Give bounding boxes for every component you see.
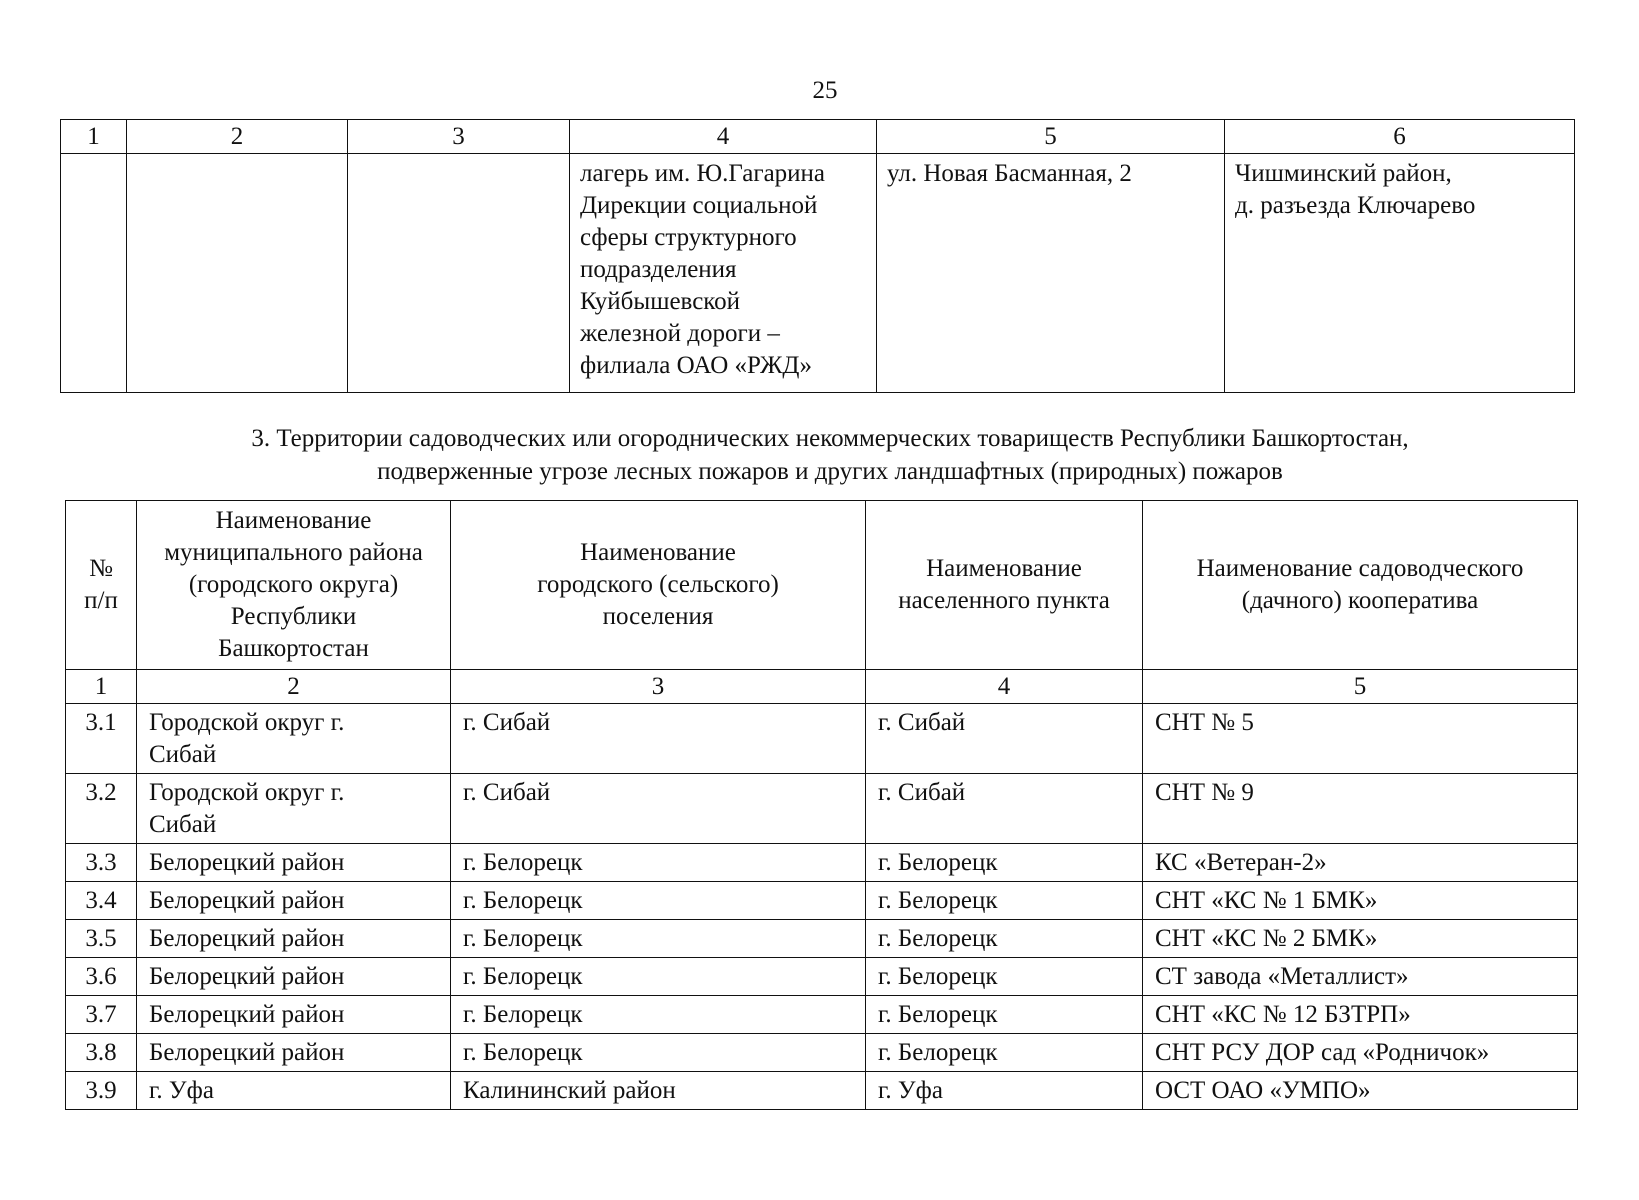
cell-district: Белорецкий район bbox=[137, 882, 451, 920]
cell-cooperative: СНТ «КС № 1 БМК» bbox=[1143, 882, 1578, 920]
cell-settlement: г. Белорецк bbox=[451, 882, 866, 920]
page-number: 25 bbox=[812, 77, 838, 104]
table-row bbox=[66, 996, 1578, 1034]
cell-settlement: г. Белорецк bbox=[451, 920, 866, 958]
header-settlement bbox=[451, 501, 866, 670]
cell-district: Белорецкий район bbox=[137, 844, 451, 882]
column-number: 2 bbox=[127, 120, 348, 154]
cell-locality: г. Сибай bbox=[866, 704, 1143, 774]
cell-cooperative: СНТ № 9 bbox=[1143, 774, 1578, 844]
table-row bbox=[66, 1034, 1578, 1072]
column-number: 2 bbox=[137, 670, 451, 704]
cooperatives-table bbox=[65, 500, 1578, 1110]
table-row bbox=[66, 774, 1578, 844]
text-line: подразделения bbox=[580, 256, 737, 283]
header-line: муниципального района bbox=[164, 539, 423, 566]
text-line: Сибай bbox=[149, 811, 217, 838]
cell-locality: г. Уфа bbox=[866, 1072, 1143, 1110]
cell-cooperative: СНТ «КС № 2 БМК» bbox=[1143, 920, 1578, 958]
cell-district bbox=[137, 774, 451, 844]
row-number: 3.7 bbox=[66, 996, 137, 1034]
cell-cooperative: СНТ № 5 bbox=[1143, 704, 1578, 774]
cell-settlement: Калининский район bbox=[451, 1072, 866, 1110]
row-number: 3.8 bbox=[66, 1034, 137, 1072]
column-number: 3 bbox=[348, 120, 570, 154]
cell-address: ул. Новая Басманная, 2 bbox=[877, 154, 1225, 393]
text-line: Городской округ г. bbox=[149, 709, 345, 736]
cell-district: Белорецкий район bbox=[137, 996, 451, 1034]
table-row bbox=[61, 154, 1575, 393]
cell-empty bbox=[127, 154, 348, 393]
cell-settlement: г. Белорецк bbox=[451, 1034, 866, 1072]
row-number: 3.2 bbox=[66, 774, 137, 844]
header-district bbox=[137, 501, 451, 670]
text-line: д. разъезда Ключарево bbox=[1235, 192, 1476, 219]
text-line: сферы структурного bbox=[580, 224, 797, 251]
cell-settlement: г. Белорецк bbox=[451, 958, 866, 996]
header-line: Башкортостан bbox=[218, 635, 369, 662]
text-line: Дирекции социальной bbox=[580, 192, 818, 219]
table-row bbox=[66, 958, 1578, 996]
row-number: 3.5 bbox=[66, 920, 137, 958]
table-row bbox=[66, 704, 1578, 774]
text-line: лагерь им. Ю.Гагарина bbox=[580, 160, 826, 187]
column-number: 4 bbox=[570, 120, 877, 154]
header-line: населенного пункта bbox=[898, 587, 1110, 614]
header-line: (городского округа) bbox=[188, 571, 399, 598]
cell-cooperative: СНТ РСУ ДОР сад «Родничок» bbox=[1143, 1034, 1578, 1072]
cell-settlement: г. Белорецк bbox=[451, 844, 866, 882]
text-line: железной дороги – bbox=[580, 320, 780, 347]
cell-locality: г. Белорецк bbox=[866, 996, 1143, 1034]
column-number: 4 bbox=[866, 670, 1143, 704]
header-line: Наименование bbox=[580, 539, 736, 566]
continuation-table bbox=[60, 119, 1575, 393]
header-line: (дачного) кооператива bbox=[1241, 587, 1479, 614]
cell-settlement: г. Белорецк bbox=[451, 996, 866, 1034]
header-line: Наименование bbox=[926, 555, 1082, 582]
row-number: 3.1 bbox=[66, 704, 137, 774]
row-number: 3.6 bbox=[66, 958, 137, 996]
header-line: Республики bbox=[230, 603, 357, 630]
header-line: Наименование садоводческого bbox=[1196, 555, 1524, 582]
column-number: 1 bbox=[66, 670, 137, 704]
header-number bbox=[66, 501, 137, 670]
cell-cooperative: СНТ «КС № 12 БЗТРП» bbox=[1143, 996, 1578, 1034]
text-line: Чишминский район, bbox=[1235, 160, 1452, 187]
header-line: № bbox=[89, 555, 113, 582]
cell-locality: г. Белорецк bbox=[866, 844, 1143, 882]
cell-locality: г. Белорецк bbox=[866, 920, 1143, 958]
cell-cooperative: ОСТ ОАО «УМПО» bbox=[1143, 1072, 1578, 1110]
cell-location bbox=[1225, 154, 1575, 393]
table-row bbox=[66, 844, 1578, 882]
header-line: Наименование bbox=[215, 507, 372, 534]
column-number: 5 bbox=[877, 120, 1225, 154]
text-line: филиала ОАО «РЖД» bbox=[580, 352, 812, 379]
column-number: 6 bbox=[1225, 120, 1575, 154]
cell-locality: г. Белорецк bbox=[866, 1034, 1143, 1072]
cell-district: Белорецкий район bbox=[137, 958, 451, 996]
column-number: 5 bbox=[1143, 670, 1578, 704]
column-number-row bbox=[66, 670, 1578, 704]
header-cooperative bbox=[1143, 501, 1578, 670]
cell-district: Белорецкий район bbox=[137, 1034, 451, 1072]
section-title bbox=[70, 423, 1590, 488]
cell-cooperative: СТ завода «Металлист» bbox=[1143, 958, 1578, 996]
cell-locality: г. Белорецк bbox=[866, 882, 1143, 920]
column-number: 1 bbox=[61, 120, 127, 154]
header-locality bbox=[866, 501, 1143, 670]
cell-cooperative: КС «Ветеран-2» bbox=[1143, 844, 1578, 882]
cell-district bbox=[137, 704, 451, 774]
column-number: 3 bbox=[451, 670, 866, 704]
text-line: Сибай bbox=[149, 741, 217, 768]
cell-empty bbox=[348, 154, 570, 393]
header-line: поселения bbox=[602, 603, 714, 630]
row-number: 3.9 bbox=[66, 1072, 137, 1110]
cell-locality: г. Сибай bbox=[866, 774, 1143, 844]
column-number-row bbox=[61, 120, 1575, 154]
section-title-line: 3. Территории садоводческих или огороднических некоммерческих товариществ Республики Башкортостан, bbox=[251, 425, 1409, 452]
text-line: Городской округ г. bbox=[149, 779, 345, 806]
cell-district: Белорецкий район bbox=[137, 920, 451, 958]
cell-locality: г. Белорецк bbox=[866, 958, 1143, 996]
cell-organization bbox=[570, 154, 877, 393]
cell-settlement: г. Сибай bbox=[451, 704, 866, 774]
header-row bbox=[66, 501, 1578, 670]
section-title-line: подверженные угрозе лесных пожаров и других ландшафтных (природных) пожаров bbox=[377, 457, 1283, 485]
cell-settlement: г. Сибай bbox=[451, 774, 866, 844]
row-number: 3.4 bbox=[66, 882, 137, 920]
cell-district: г. Уфа bbox=[137, 1072, 451, 1110]
header-line: городского (сельского) bbox=[537, 571, 779, 598]
cell-empty bbox=[61, 154, 127, 393]
header-line: п/п bbox=[84, 587, 118, 614]
table-row bbox=[66, 882, 1578, 920]
table-row bbox=[66, 920, 1578, 958]
text-line: Куйбышевской bbox=[580, 288, 741, 315]
table-row bbox=[66, 1072, 1578, 1110]
row-number: 3.3 bbox=[66, 844, 137, 882]
